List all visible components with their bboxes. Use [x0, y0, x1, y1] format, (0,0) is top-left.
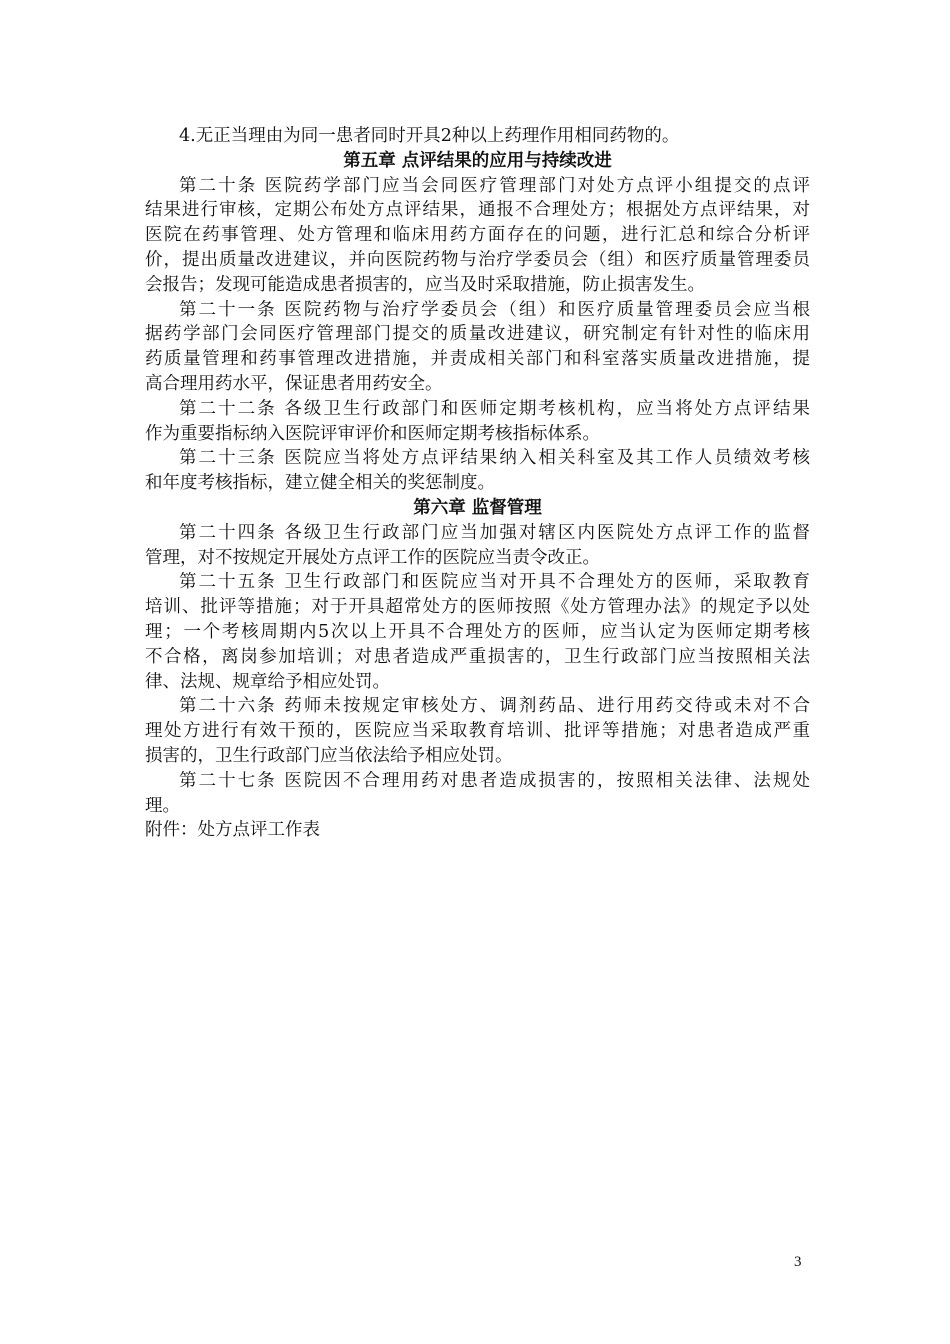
paragraph-line: 第二十七条 医院因不合理用药对患者造成损害的，按照相关法律、法规处: [179, 770, 810, 791]
article-paragraph: [145, 397, 810, 447]
paragraph-line: 不合格，离岗参加培训；对患者造成严重损害的，卫生行政部门应当按照相关法: [145, 646, 810, 667]
paragraph-line: 第二十条 医院药学部门应当会同医疗管理部门对处方点评小组提交的点评: [179, 175, 810, 196]
paragraph-line: 损害的，卫生行政部门应当依法给予相应处罚。: [145, 745, 513, 766]
article-paragraph: [145, 521, 810, 571]
paragraph-line: 第二十四条 各级卫生行政部门应当加强对辖区内医院处方点评工作的监督: [179, 522, 810, 543]
paragraph-line: 医院在药事管理、处方管理和临床用药方面存在的问题，进行汇总和综合分析评: [145, 225, 810, 246]
chapter-heading: 第六章 监督管理: [413, 497, 542, 518]
article-paragraph: [145, 174, 810, 298]
paragraph-line: 理。: [145, 795, 180, 816]
article-paragraph: [145, 124, 810, 149]
paragraph-line: 4.无正当理由为同一患者同时开具2种以上药理作用相同药物的。: [179, 126, 680, 146]
paragraph-line: 高合理用药水平，保证患者用药安全。: [145, 373, 443, 394]
paragraph-line: 结果进行审核，定期公布处方点评结果，通报不合理处方；根据处方点评结果，对: [145, 200, 810, 221]
paragraph-line: 作为重要指标纳入医院评审评价和医师定期考核指标体系。: [145, 423, 600, 444]
paragraph-line: 第二十五条 卫生行政部门和医院应当对开具不合理处方的医师，采取教育: [179, 572, 810, 593]
paragraph-line: 据药学部门会同医疗管理部门提交的质量改进建议，研究制定有针对性的临床用: [145, 324, 810, 345]
article-paragraph: [145, 769, 810, 819]
paragraph-line: 律、法规、规章给予相应处罚。: [145, 671, 390, 692]
page-number: 3: [794, 1254, 802, 1270]
article-paragraph: [145, 570, 810, 694]
paragraph-line: 药质量管理和药事管理改进措施，并责成相关部门和科室落实质量改进措施，提: [145, 349, 810, 370]
paragraph-line: 价，提出质量改进建议，并向医院药物与治疗学委员会（组）和医疗质量管理委员: [145, 249, 810, 270]
paragraph-line: 和年度考核指标，建立健全相关的奖惩制度。: [145, 473, 495, 494]
article-paragraph: [145, 446, 810, 496]
attachment-note: 附件：处方点评工作表: [145, 820, 320, 841]
paragraph-line: 理；一个考核周期内5次以上开具不合理处方的医师，应当认定为医师定期考核: [145, 621, 810, 642]
paragraph-line: 第二十二条 各级卫生行政部门和医师定期考核机构，应当将处方点评结果: [179, 398, 810, 419]
paragraph-line: 管理，对不按规定开展处方点评工作的医院应当责令改正。: [145, 547, 600, 568]
article-paragraph: [145, 298, 810, 397]
chapter-heading: 第五章 点评结果的应用与持续改进: [343, 150, 612, 171]
paragraph-line: 第二十三条 医院应当将处方点评结果纳入相关科室及其工作人员绩效考核: [179, 448, 810, 469]
article-paragraph: [145, 694, 810, 768]
document-body: [145, 124, 810, 843]
paragraph-line: 理处方进行有效干预的，医院应当采取教育培训、批评等措施；对患者造成严重: [145, 721, 810, 742]
paragraph-line: 会报告；发现可能造成患者损害的，应当及时采取措施，防止损害发生。: [145, 274, 705, 295]
paragraph-line: 第二十六条 药师未按规定审核处方、调剂药品、进行用药交待或未对不合: [179, 696, 810, 717]
paragraph-line: 培训、批评等措施；对于开具超常处方的医师按照《处方管理办法》的规定予以处: [145, 597, 810, 618]
paragraph-line: 第二十一条 医院药物与治疗学委员会（组）和医疗质量管理委员会应当根: [179, 299, 810, 320]
